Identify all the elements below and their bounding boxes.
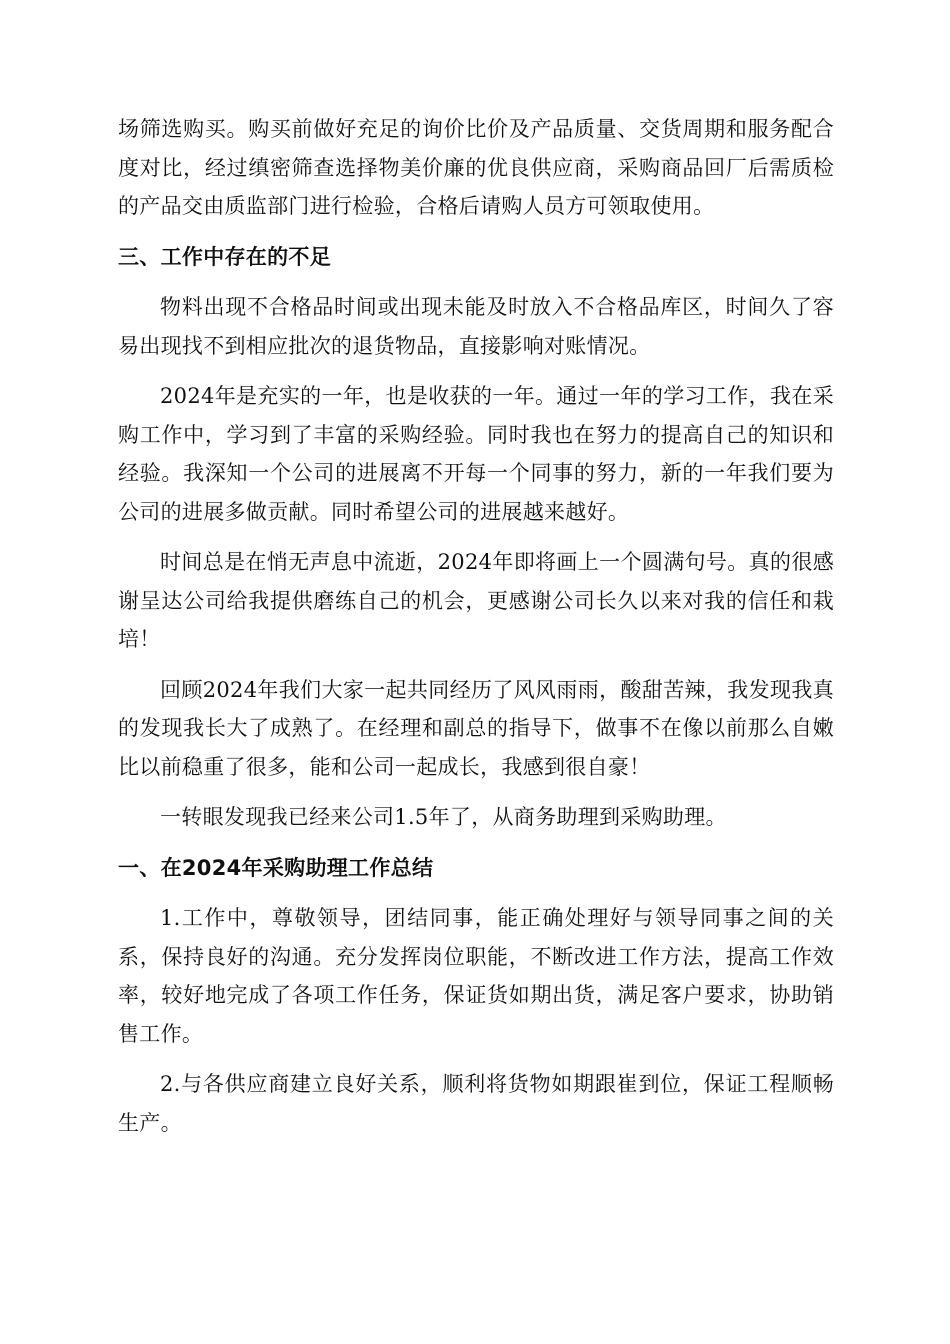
section-heading-summary: 一、在2024年采购助理工作总结 [118,855,434,880]
paragraph-tenure: 一转眼发现我已经来公司1.5年了，从商务助理到采购助理。 [160,805,727,829]
paragraph-continued: 场筛选购买。购买前做好充足的询价比价及产品质量、交货周期和服务配合度对比，经过缜密筛查选择物美价廉的优良供应商，采购商品回厂后需质检的产品交由质监部门进行检验，合格后请购人员方可领取使用。 [118,117,834,218]
paragraph-deficiency-detail: 物料出现不合格品时间或出现未能及时放入不合格品库区，时间久了容易出现找不到相应批次的退货物品，直接影响对账情况。 [118,295,834,358]
document-page [118,110,834,1142]
paragraph-year-review: 2024年是充实的一年，也是收获的一年。通过一年的学习工作，我在采购工作中，学习到了丰富的采购经验。同时我也在努力的提高自己的知识和经验。我深知一个公司的进展离不开每一个同事的努力，新的一年我们要为公司的进展多做贡献。同时希望公司的进展越来越好。 [118,384,834,524]
section-heading-deficiencies: 三、工作中存在的不足 [118,244,331,269]
paragraph-growth: 回顾2024年我们大家一起共同经历了风风雨雨，酸甜苦辣，我发现我真的发现我长大了成熟了。在经理和副总的指导下，做事不在像以前那么自嫩比以前稳重了很多，能和公司一起成长，我感到很自豪！ [118,677,834,779]
paragraph-item-1: 1.工作中，尊敬领导，团结同事，能正确处理好与领导同事之间的关系，保持良好的沟通。充分发挥岗位职能，不断改进工作方法，提高工作效率，较好地完成了各项工作任务，保证货如期出货，满足客户要求，协助销售工作。 [118,906,834,1046]
paragraph-item-2: 2.与各供应商建立良好关系，顺利将货物如期跟崔到位，保证工程顺畅生产。 [118,1072,834,1135]
paragraph-gratitude: 时间总是在悄无声息中流逝，2024年即将画上一个圆满句号。真的很感谢呈达公司给我提供磨练自己的机会，更感谢公司长久以来对我的信任和栽培！ [118,550,834,651]
